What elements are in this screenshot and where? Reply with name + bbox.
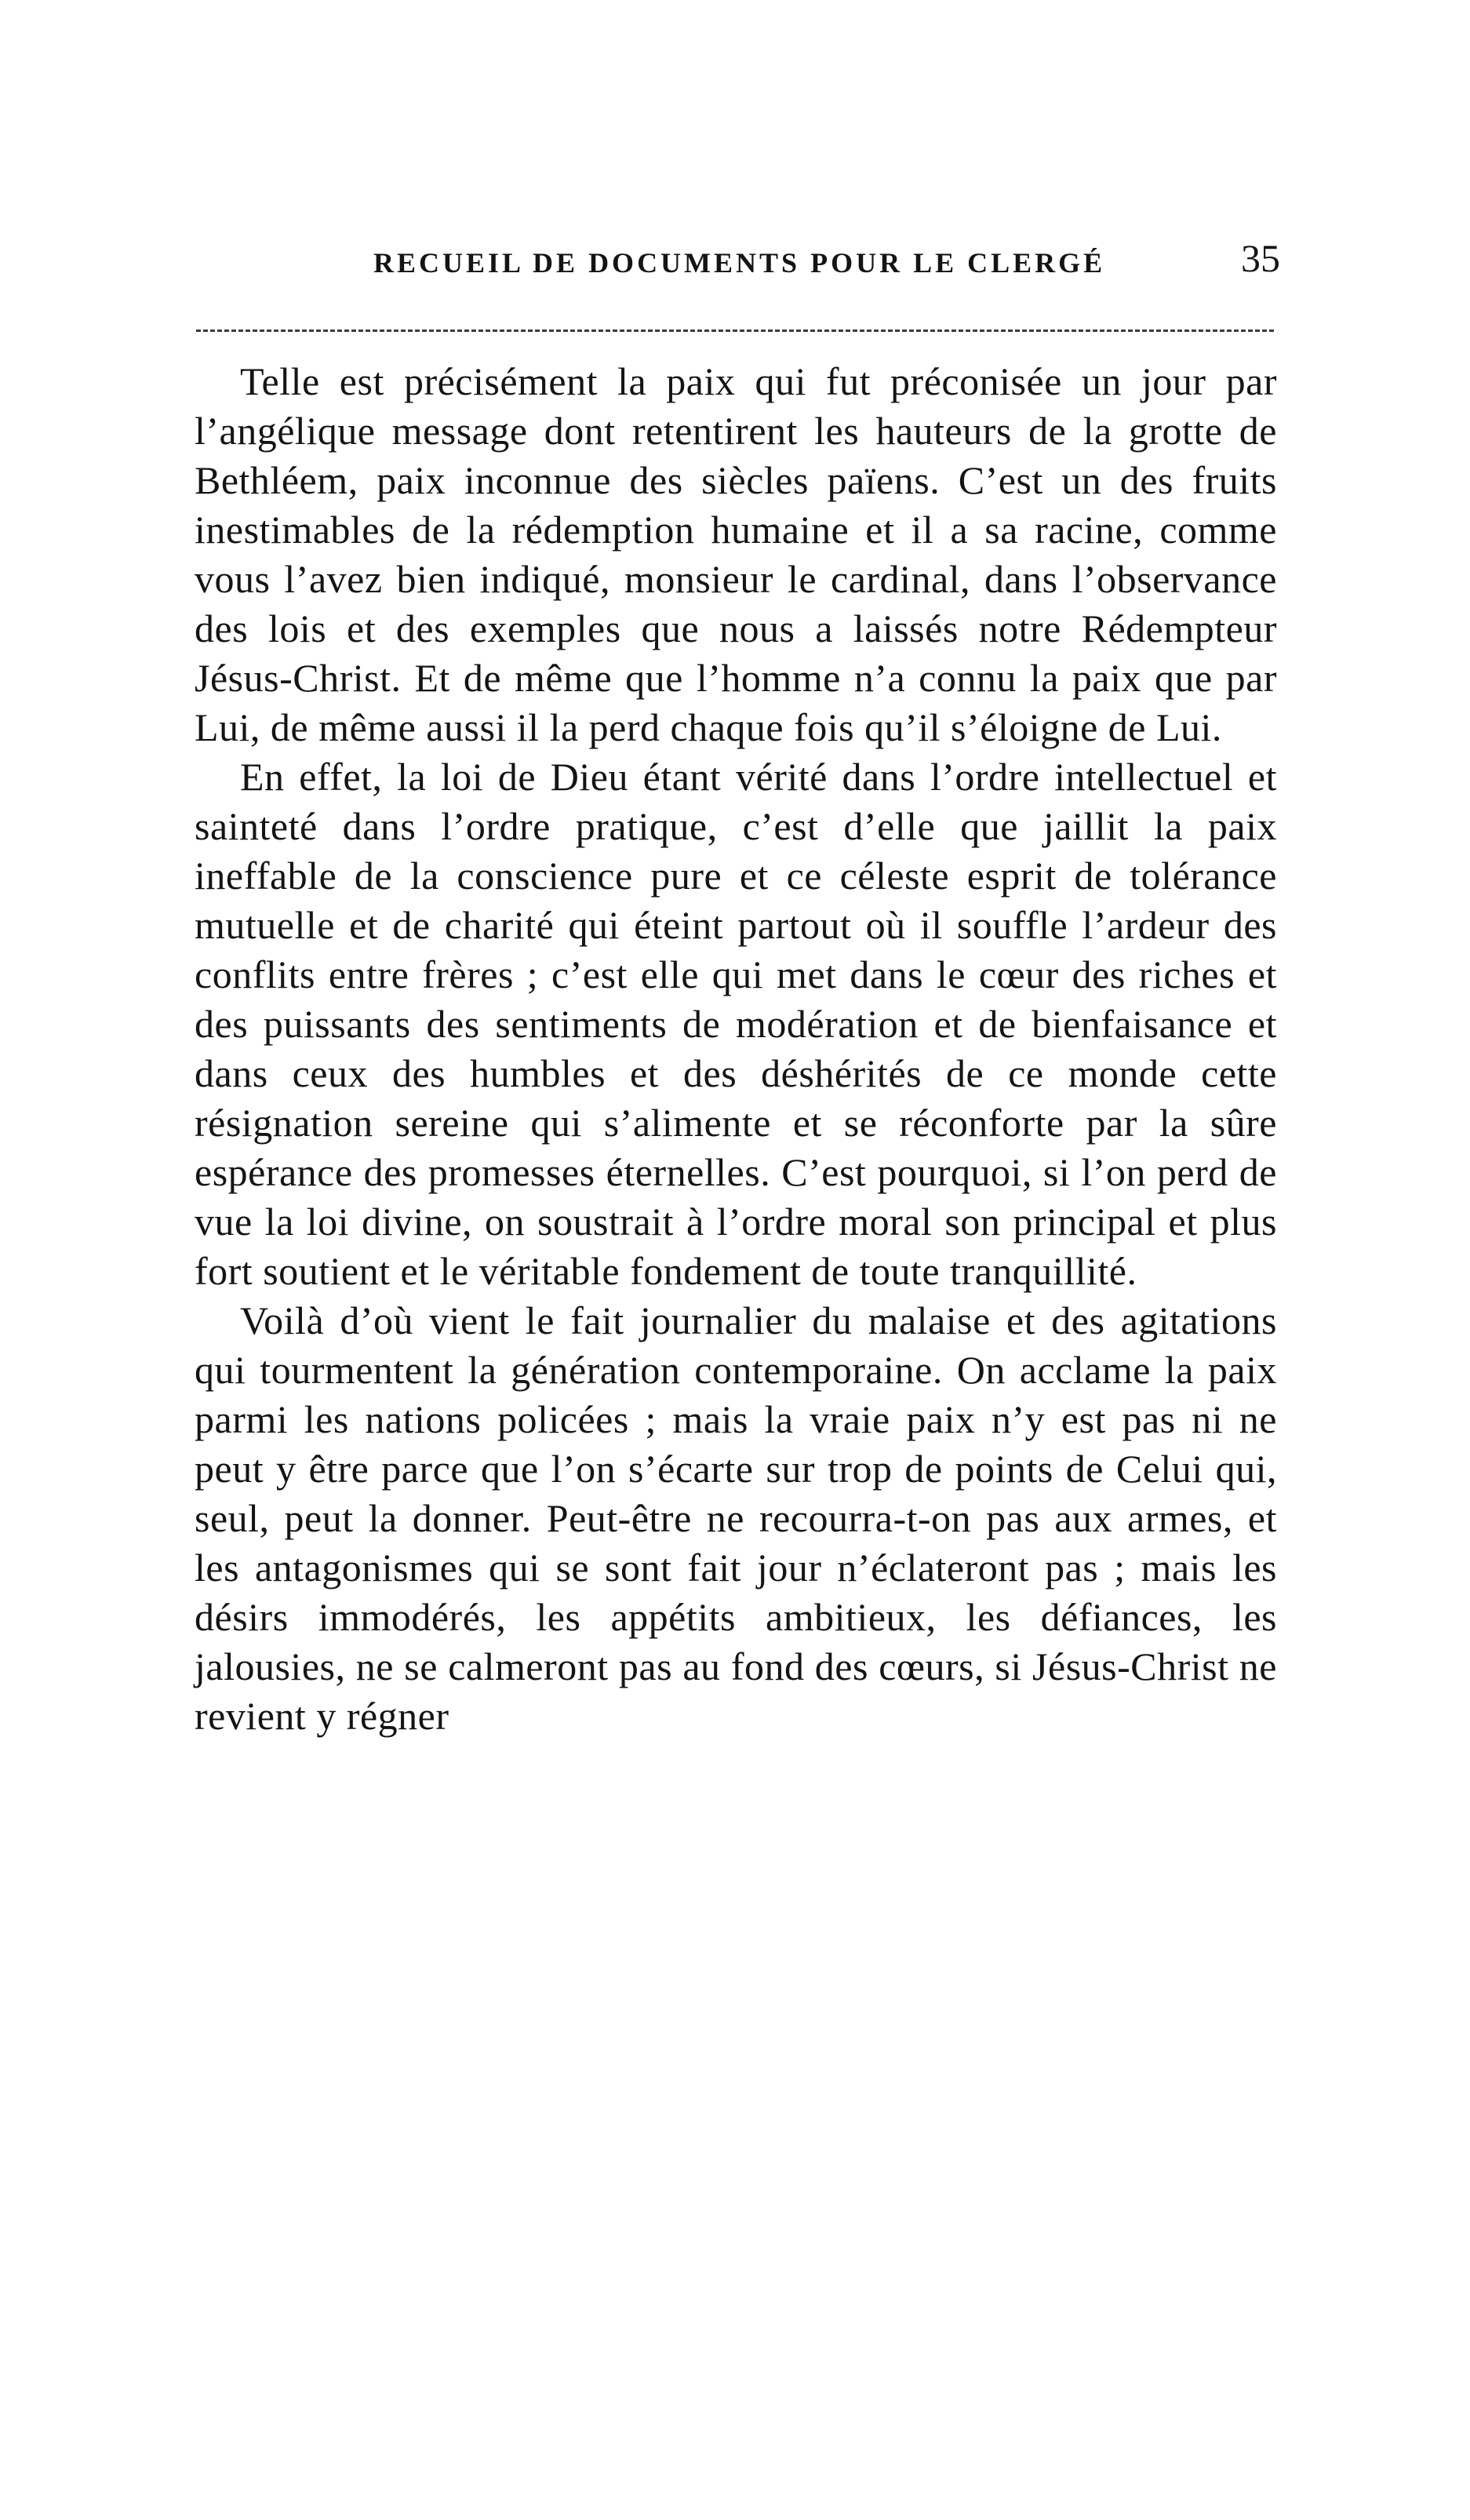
page-number: 35 [1241,236,1280,280]
text-body [195,357,1277,1741]
paragraph: Telle est précisément la paix qui fut préconisée un jour par l’angélique message dont retentirent les hauteurs de la grotte de Bethléem, paix inconnue des siècles païens. C’est un des fruits inestimables de la rédemption humaine et il a sa racine, comme vous l’avez bien indiqué, monsieur le cardinal, dans l’observance des lois et des exemples que nous a laissés notre Rédempteur Jésus-Christ. Et de même que l’homme n’a connu la paix que par Lui, de même aussi il la perd chaque fois qu’il s’éloigne de Lui. [195,359,1277,749]
paragraph: Voilà d’où vient le fait journalier du malaise et des agitations qui tourmentent la génération contemporaine. On acclame la paix parmi les nations policées ; mais la vraie paix n’y est pas ni ne peut y être parce que l’on s’écarte sur trop de points de Celui qui, seul, peut la donner. Peut-être ne recourra-t-on pas aux armes, et les antagonismes qui se sont fait jour n’éclateront pas ; mais les désirs immodérés, les appétits ambitieux, les défiances, les jalousies, ne se calmeront pas au fond des cœurs, si Jésus-Christ ne revient y régner [195,1298,1277,1738]
running-header-title: RECUEIL DE DOCUMENTS POUR LE CLERGÉ [373,247,1106,279]
paragraph: En effet, la loi de Dieu étant vérité dans l’ordre intellectuel et sainteté dans l’ordre pratique, c’est d’elle que jaillit la paix ineffable de la conscience pure et ce céleste esprit de tolérance mutuelle et de charité qui éteint partout où il souffle l’ardeur des conflits entre frères ; c’est elle qui met dans le cœur des riches et des puissants des sentiments de modération et de bienfaisance et dans ceux des humbles et des déshérités de ce monde cette résignation sereine qui s’alimente et se réconforte par la sûre espérance des promesses éternelles. C’est pourquoi, si l’on perd de vue la loi divine, on soustrait à l’ordre moral son principal et plus fort soutient et le véritable fondement de toute tranquillité. [195,755,1277,1293]
running-header [0,235,1470,298]
header-rule [196,330,1274,332]
